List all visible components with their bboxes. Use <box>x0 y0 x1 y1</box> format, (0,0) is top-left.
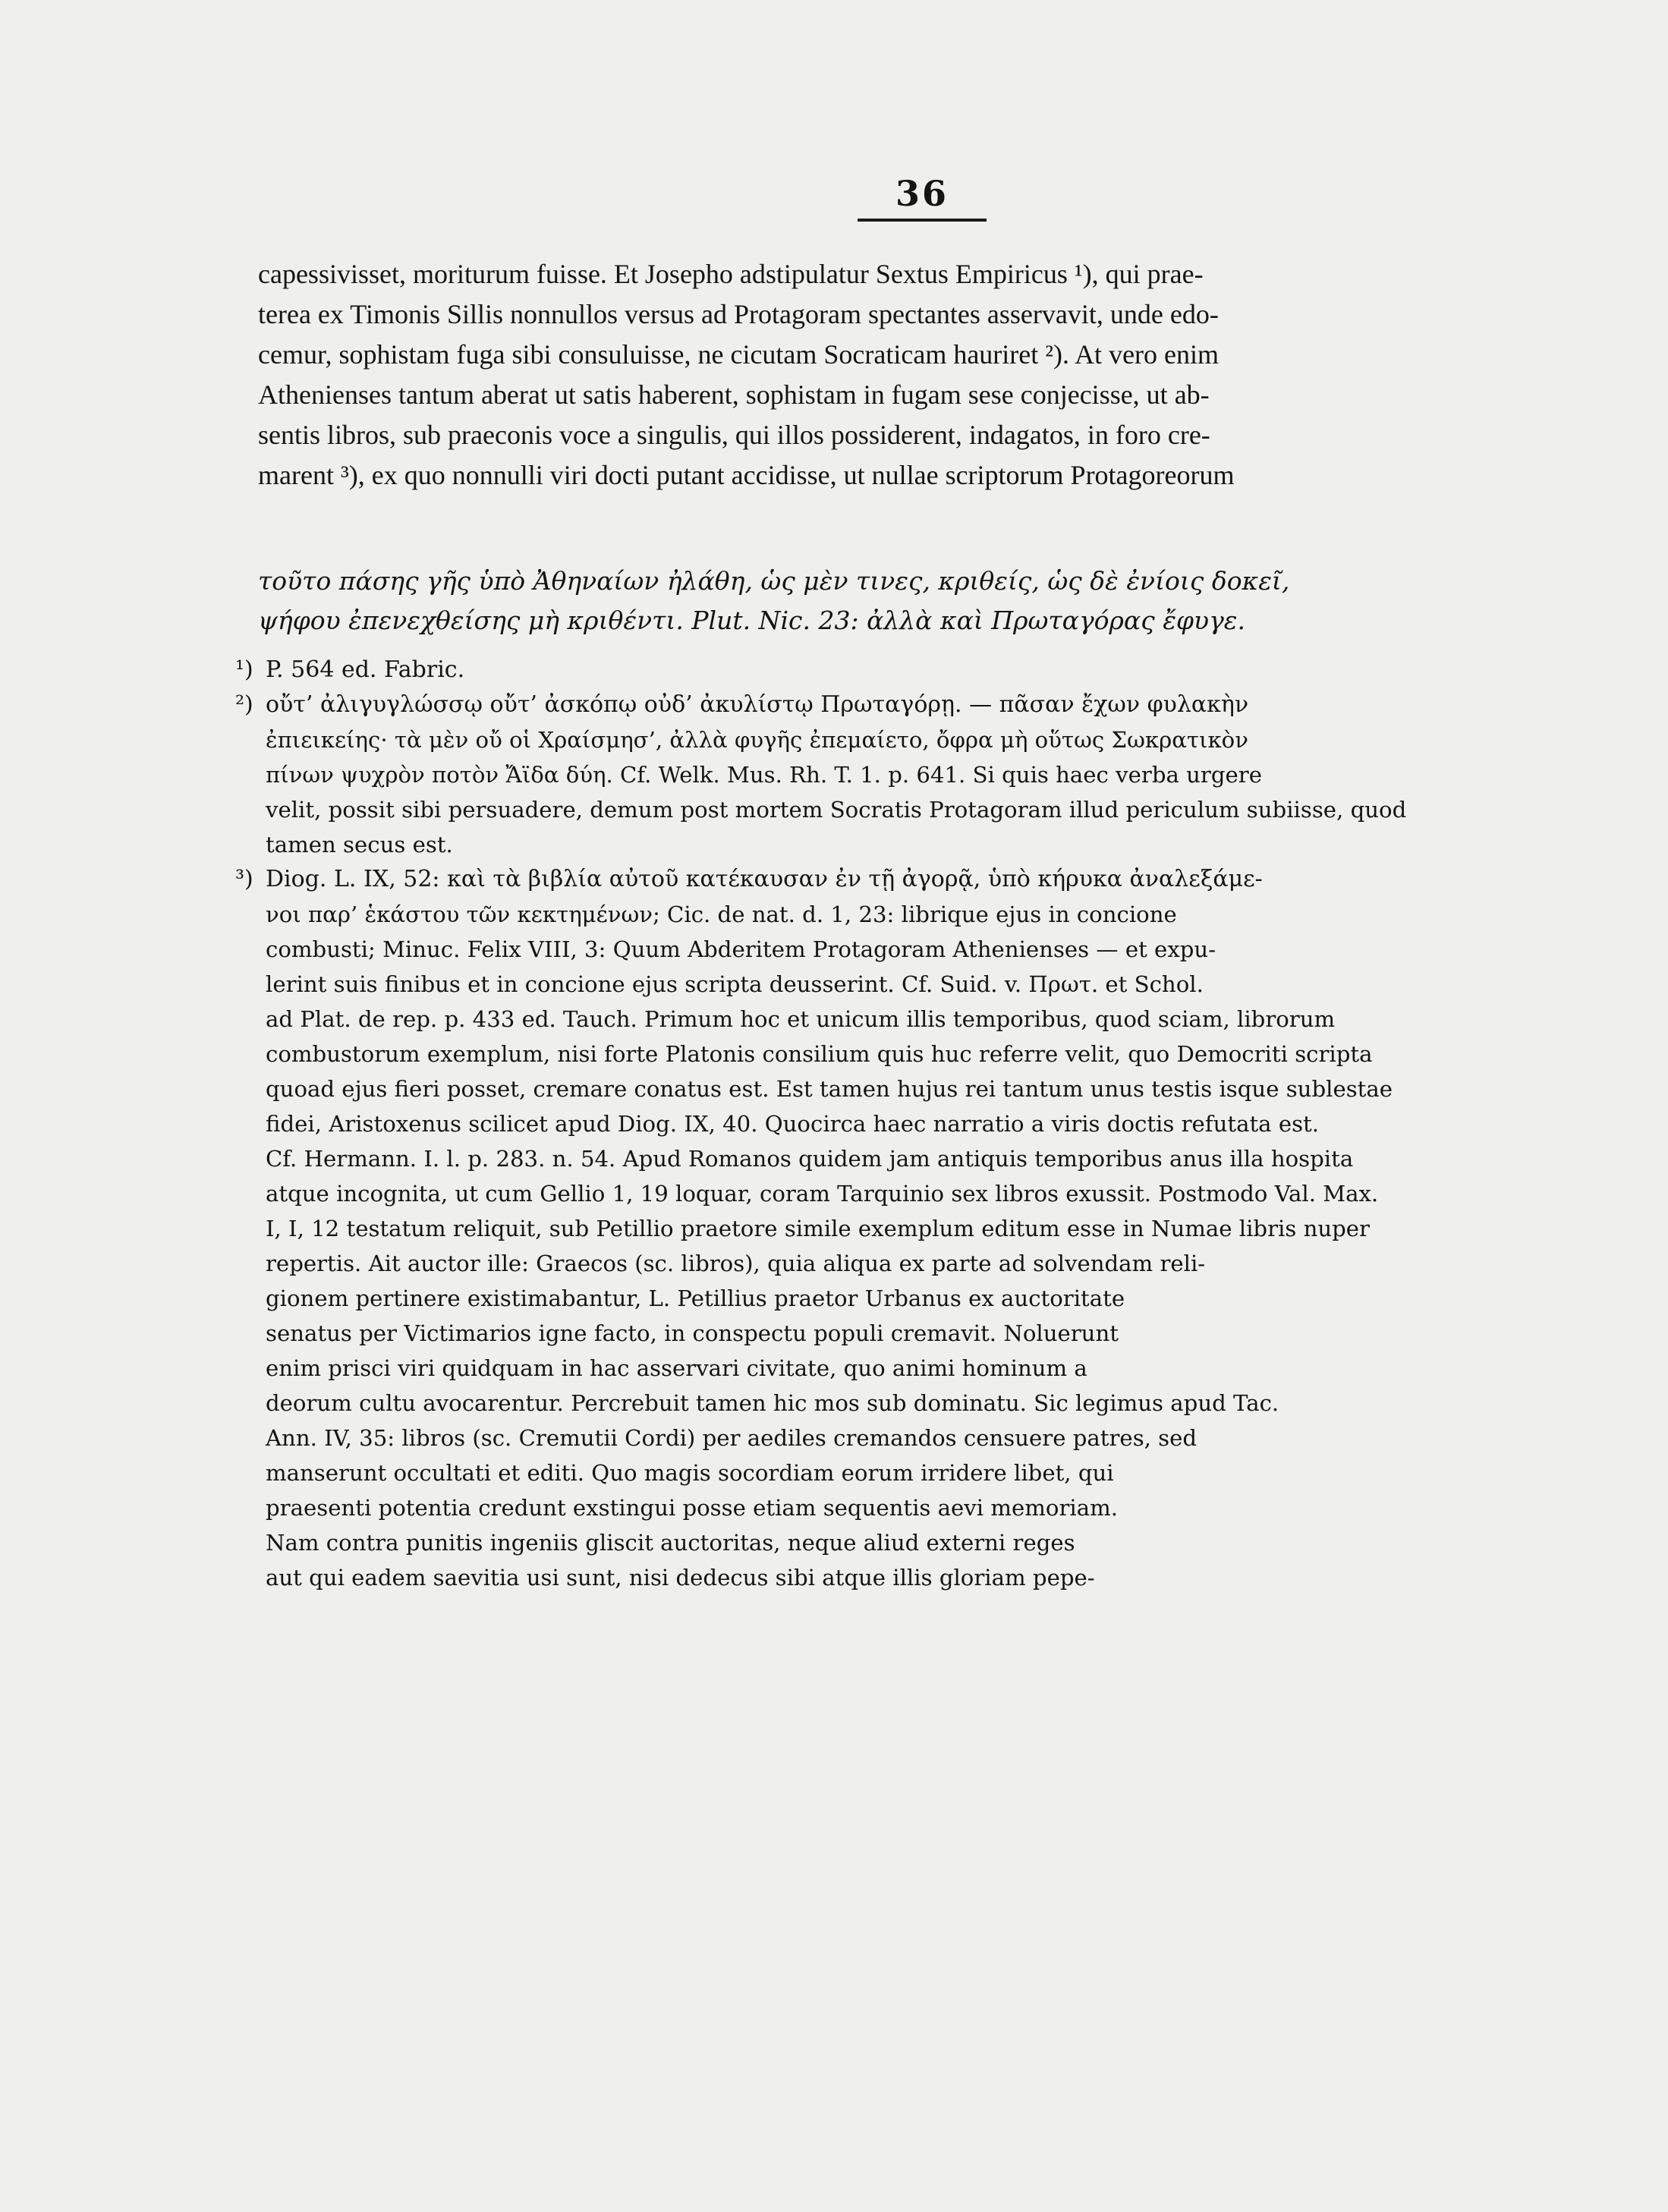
footnote-marker: ¹) <box>235 656 253 683</box>
footnote-line <box>235 1071 1556 1106</box>
page-number-rule <box>858 219 987 222</box>
footnote-line <box>235 1351 1556 1386</box>
footnote-line <box>235 1211 1556 1246</box>
footnote-text: velit, possit sibi persuadere, demum post mortem Socratis Protagoram illud periculum subiisse, quod <box>266 797 1407 823</box>
footnote-text: Cf. Hermann. I. l. p. 283. n. 54. Apud Romanos quidem jam antiquis temporibus anus illa hospita <box>266 1146 1354 1172</box>
footnote-line <box>235 792 1556 827</box>
footnote-line <box>235 1106 1556 1141</box>
footnote-line <box>235 757 1556 792</box>
body-line: terea ex Timonis Sillis nonnullos versus ad Protagoram spectantes asservavit, unde edo- <box>258 299 1219 329</box>
footnote-text: atque incognita, ut cum Gellio 1, 19 loquar, coram Tarquinio sex libros exussit. Postmodo Val. Max. <box>266 1181 1379 1207</box>
footnote-text: deorum cultu avocarentur. Percrebuit tamen hic mos sub dominatu. Sic legimus apud Tac. <box>266 1390 1279 1416</box>
footnote-text: οὔτ’ ἀλιγυγλώσσῳ οὔτ’ ἀσκόπῳ οὐδ’ ἀκυλίστῳ Πρωταγόρῃ. — πᾶσαν ἔχων φυλακὴν <box>266 691 1249 718</box>
footnote-text: aut qui eadem saevitia usi sunt, nisi dedecus sibi atque illis gloriam pepe- <box>266 1565 1095 1591</box>
footnote-line <box>235 1455 1556 1490</box>
footnote-line <box>235 722 1556 757</box>
footnote-line <box>235 1002 1556 1037</box>
footnote-line <box>235 1525 1556 1560</box>
footnote-line <box>235 1141 1556 1176</box>
footnote-line <box>235 1421 1556 1455</box>
footnote-text: manserunt occultati et editi. Quo magis socordiam eorum irridere libet, qui <box>266 1460 1114 1486</box>
footnote-line <box>235 1490 1556 1525</box>
footnote-text: fidei, Aristoxenus scilicet apud Diog. IX, 40. Quocirca haec narratio a viris doctis refutata est. <box>266 1111 1320 1137</box>
footnote-text: P. 564 ed. Fabric. <box>266 656 465 683</box>
footnote-line <box>235 1246 1556 1281</box>
footnote-text: combustorum exemplum, nisi forte Platonis consilium quis huc referre velit, quo Democriti scripta <box>266 1041 1373 1067</box>
footnote-text: Nam contra punitis ingeniis gliscit auctoritas, neque aliud externi reges <box>266 1530 1075 1556</box>
footnote-text: quoad ejus fieri posset, cremare conatus est. Est tamen hujus rei tantum unus testis isque sublestae <box>266 1076 1393 1102</box>
main-text <box>258 254 1556 496</box>
footnote-text: Diog. L. IX, 52: καὶ τὰ βιβλία αὐτοῦ κατέκαυσαν ἐν τῇ ἀγορᾷ, ὑπὸ κήρυκα ἀναλεξάμε- <box>266 866 1263 892</box>
footnote-line <box>235 862 1556 897</box>
footnote-text: gionem pertinere existimabantur, L. Petillius praetor Urbanus ex auctoritate <box>266 1285 1125 1311</box>
greek-quotation <box>258 562 1556 640</box>
footnotes <box>235 653 1556 1595</box>
footnote-line <box>235 1037 1556 1071</box>
body-line: cemur, sophistam fuga sibi consuluisse, ne cicutam Socraticam hauriret ²). At vero enim <box>258 339 1220 370</box>
page-number: 36 <box>895 173 949 214</box>
footnote-text: Ann. IV, 35: libros (sc. Cremutii Cordi) per aediles cremandos censuere patres, sed <box>266 1425 1197 1451</box>
footnote-line <box>235 932 1556 967</box>
footnote-text: enim prisci viri quidquam in hac asservari civitate, quo animi hominum a <box>266 1355 1087 1381</box>
footnote-line <box>235 1281 1556 1316</box>
footnote-marker: ²) <box>235 691 253 718</box>
body-line: Athenienses tantum aberat ut satis haberent, sophistam in fugam sese conjecisse, ut ab- <box>258 379 1210 410</box>
footnote-text: ad Plat. de rep. p. 433 ed. Tauch. Primum hoc et unicum illis temporibus, quod sciam, librorum <box>266 1006 1336 1032</box>
greek-line: ψήφου ἐπενεχθείσης μὴ κριθέντι. Plut. Nic. 23: ἀλλὰ καὶ Πρωταγόρας ἔφυγε. <box>258 606 1245 635</box>
greek-line: τοῦτο πάσης γῆς ὑπὸ Ἀθηναίων ἠλάθη, ὡς μὲν τινες, κριθείς, ὡς δὲ ἐνίοις δοκεῖ, <box>258 566 1290 596</box>
footnote-line <box>235 1176 1556 1211</box>
footnote-text: lerint suis finibus et in concione ejus scripta deusserint. Cf. Suid. v. Πρωτ. et Schol. <box>266 971 1204 997</box>
footnote-text: νοι παρ’ ἑκάστου τῶν κεκτημένων; Cic. de nat. d. 1, 23: librique ejus in concione <box>266 901 1177 927</box>
footnote-line <box>235 1386 1556 1421</box>
footnote-text: combusti; Minuc. Felix VIII, 3: Quum Abderitem Protagoram Athenienses — et expu- <box>266 936 1216 962</box>
footnote-line <box>235 827 1556 862</box>
footnote-text: ἐπιεικείης· τὰ μὲν οὔ οἱ Χραίσμησ’, ἀλλὰ φυγῆς ἐπεμαίετο, ὄφρα μὴ οὕτως Σωκρατικὸν <box>266 727 1248 753</box>
footnote-line <box>235 1560 1556 1595</box>
footnote-text: senatus per Victimarios igne facto, in conspectu populi cremavit. Noluerunt <box>266 1320 1119 1346</box>
footnote-text: tamen secus est. <box>266 832 453 857</box>
footnote-line <box>235 967 1556 1002</box>
body-line: sentis libros, sub praeconis voce a singulis, qui illos possiderent, indagatos, in foro cre- <box>258 420 1210 450</box>
footnote-text: repertis. Ait auctor ille: Graecos (sc. libros), quia aliqua ex parte ad solvendam reli- <box>266 1251 1206 1276</box>
footnote-text: praesenti potentia credunt exstingui posse etiam sequentis aevi memoriam. <box>266 1495 1119 1521</box>
footnote-marker: ³) <box>235 866 253 892</box>
footnote-line <box>235 1316 1556 1351</box>
body-line: marent ³), ex quo nonnulli viri docti putant accidisse, ut nullae scriptorum Protagoreorum <box>258 460 1235 490</box>
footnote-line <box>235 688 1556 722</box>
footnote-line <box>235 653 1556 688</box>
footnote-text: I, I, 12 testatum reliquit, sub Petillio praetore simile exemplum editum esse in Numae libris nuper <box>266 1216 1370 1241</box>
body-line: capessivisset, moriturum fuisse. Et Josepho adstipulatur Sextus Empiricus ¹), qui prae- <box>258 259 1204 289</box>
footnote-text: πίνων ψυχρὸν ποτὸν Ἄϊδα δύη. Cf. Welk. Mus. Rh. T. 1. p. 641. Si quis haec verba urgere <box>266 762 1262 788</box>
footnote-line <box>235 897 1556 932</box>
